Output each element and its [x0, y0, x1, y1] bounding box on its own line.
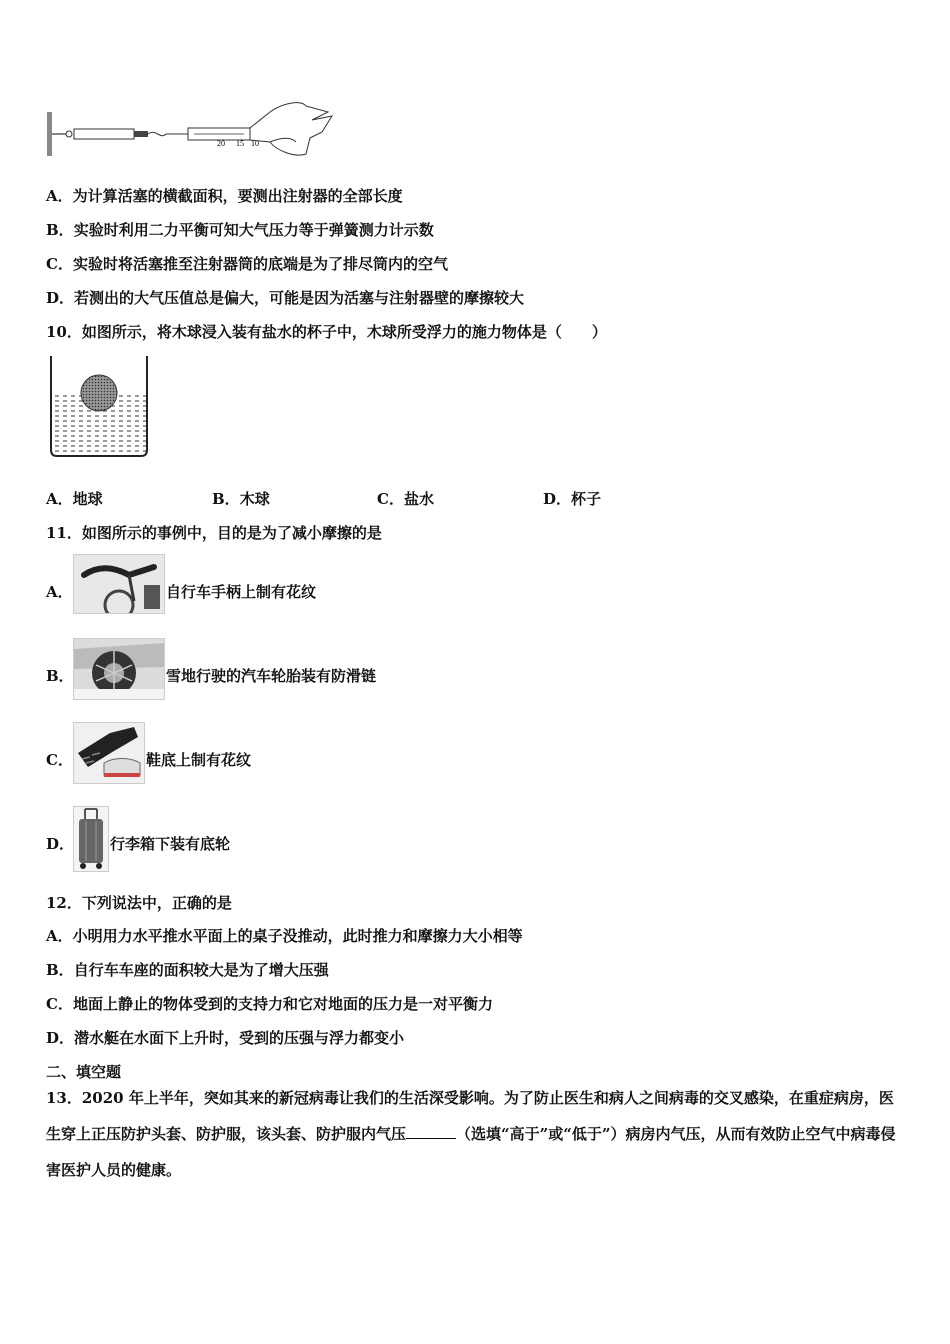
q12-option-c: C．地面上静止的物体受到的支持力和它对地面的压力是一对平衡力 [46, 995, 493, 1013]
wood-ball [81, 375, 117, 411]
scale-tick: 10 [251, 139, 259, 148]
section-title: 二、填空题 [46, 1063, 122, 1081]
q12-option-b: B．自行车车座的面积较大是为了增大压强 [46, 961, 329, 979]
q12-option-a: A．小明用力水平推水平面上的桌子没推动，此时推力和摩擦力大小相等 [46, 927, 523, 945]
scale-tick: 15 [236, 139, 244, 148]
q11-option-a-text: 自行车手柄上制有花纹 [166, 583, 317, 601]
q11-option-a-label: A． [46, 583, 73, 601]
q11-option-d-text: 行李箱下装有底轮 [110, 835, 231, 853]
q10-option-a: A．地球 [46, 490, 103, 508]
q11-option-d-label: D． [46, 835, 75, 853]
syringe-barrel [74, 129, 134, 139]
answer-blank[interactable] [406, 1124, 456, 1139]
q10-stem: 10．如图所示，将木球浸入装有盐水的杯子中，木球所受浮力的施力物体是（ ） [46, 323, 607, 341]
q12-stem: 12．下列说法中，正确的是 [46, 894, 232, 912]
scale-tick: 20 [217, 139, 225, 148]
q10-option-c: C．盐水 [377, 490, 434, 508]
bicycle-handle-image [73, 554, 165, 614]
q10-option-b: B．木球 [212, 490, 270, 508]
wall [47, 112, 52, 156]
syringe-spring-scale-figure [44, 98, 344, 162]
q11-option-b-label: B． [46, 667, 74, 685]
snow-chain-tire-image [73, 638, 165, 700]
wood-ball-in-cup-figure [46, 354, 152, 460]
syringe-plunger [134, 131, 148, 137]
q9-option-d: D．若测出的大气压值总是偏大，可能是因为活塞与注射器壁的摩擦较大 [46, 289, 525, 307]
shoe-sole-image [73, 722, 145, 784]
q13-text: 13．2020 年上半年，突如其来的新冠病毒让我们的生活深受影响。为了防止医生和病人之间病毒的交叉感染，在重症病房，医生穿上正压防护头套、防护服，该头套、防护服内气压 （选填“高于”或“低于”）病房内气压，从而有效防止空气中病毒侵害医护人员的健康。 [46, 1089, 896, 1179]
q10-option-d: D．杯子 [543, 490, 602, 508]
q9-option-a: A．为计算活塞的横截面积，要测出注射器的全部长度 [46, 187, 403, 205]
q9-option-c: C．实验时将活塞推至注射器筒的底端是为了排尽筒内的空气 [46, 255, 448, 273]
q11-option-c-text: 鞋底上制有花纹 [146, 751, 252, 769]
q11-option-c-label: C． [46, 751, 73, 769]
q9-option-b: B．实验时利用二力平衡可知大气压力等于弹簧测力计示数 [46, 221, 434, 239]
q11-stem: 11．如图所示的事例中，目的是为了减小摩擦的是 [46, 524, 382, 542]
q11-option-b-text: 雪地行驶的汽车轮胎装有防滑链 [166, 667, 377, 685]
hand-icon [250, 103, 332, 155]
q12-option-d: D．潜水艇在水面下上升时，受到的压强与浮力都变小 [46, 1029, 405, 1047]
luggage-wheels-image [73, 806, 109, 872]
